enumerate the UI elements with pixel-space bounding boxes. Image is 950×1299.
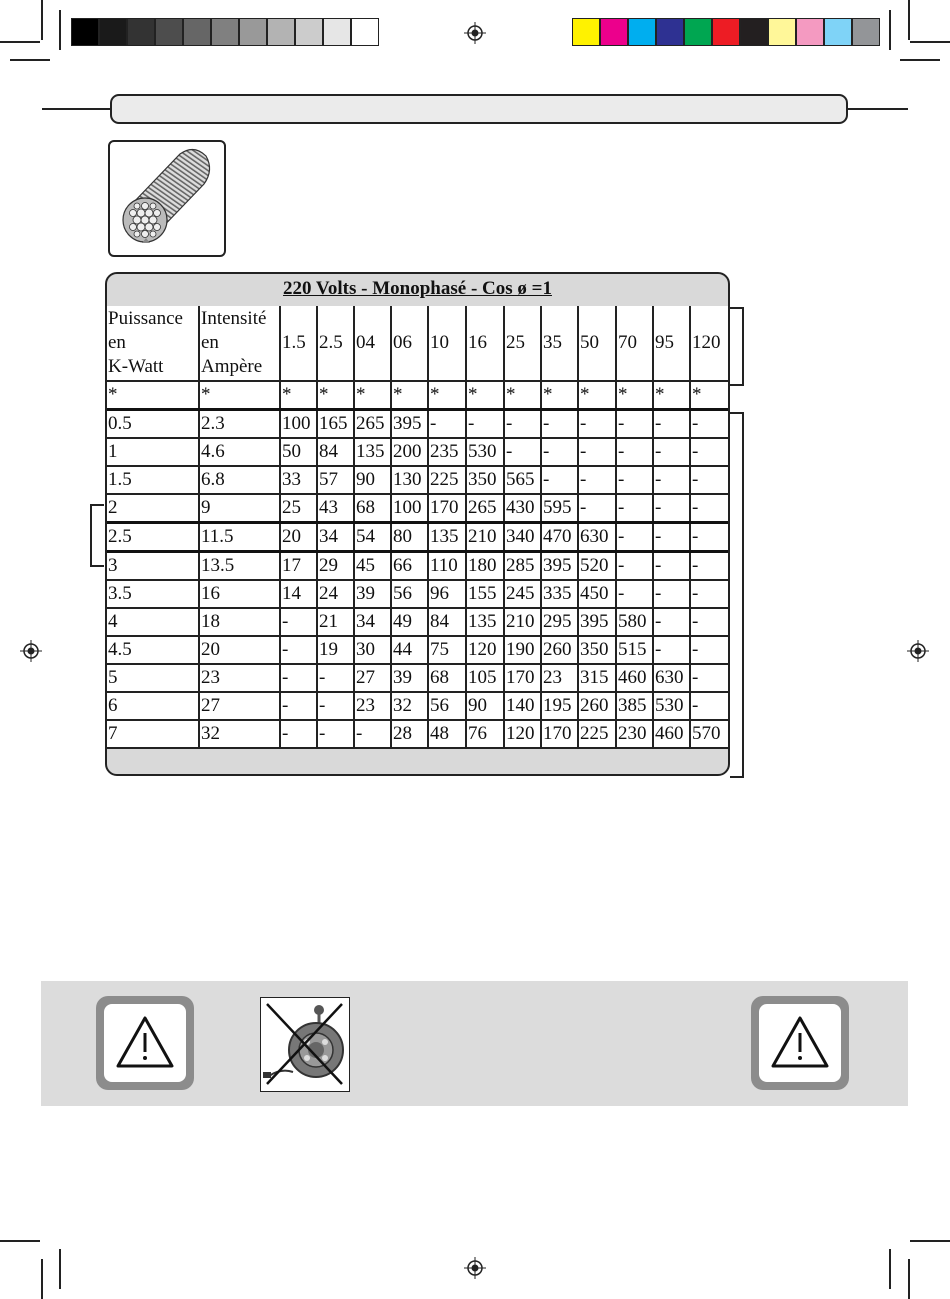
table-header-row xyxy=(107,306,729,381)
table-row xyxy=(107,466,729,494)
table-cell: 2.3 xyxy=(199,410,280,439)
table-cell: 17 xyxy=(280,552,317,581)
table-cell: - xyxy=(690,580,729,608)
table-cell: - xyxy=(653,608,690,636)
color-swatch xyxy=(684,18,712,46)
table-row xyxy=(107,410,729,439)
table-cell: - xyxy=(616,494,653,523)
table-row xyxy=(107,692,729,720)
table-cell: 0.5 xyxy=(107,410,199,439)
table-row xyxy=(107,494,729,523)
table-cell: 580 xyxy=(616,608,653,636)
table-cell: - xyxy=(616,466,653,494)
table-cell: - xyxy=(504,410,541,439)
table-cell: 56 xyxy=(428,692,466,720)
table-cell: - xyxy=(690,494,729,523)
gray-swatch xyxy=(99,18,127,46)
rows-highlight-bracket xyxy=(90,504,104,567)
table-row xyxy=(107,664,729,692)
table-cell: - xyxy=(280,720,317,748)
table-cell: 1.5 xyxy=(107,466,199,494)
header-line: K-Watt xyxy=(108,356,164,377)
table-row xyxy=(107,608,729,636)
table-cell: 48 xyxy=(428,720,466,748)
crop-mark xyxy=(889,10,891,50)
header-rule xyxy=(846,108,908,110)
section-header: 120 xyxy=(690,306,729,381)
table-cell: 430 xyxy=(504,494,541,523)
table-cell: 66 xyxy=(391,552,428,581)
registration-target-icon xyxy=(20,640,42,662)
table-cell: 530 xyxy=(653,692,690,720)
table-cell: 515 xyxy=(616,636,653,664)
table-cell: - xyxy=(280,608,317,636)
table-cell: 630 xyxy=(578,523,616,552)
table-cell: - xyxy=(317,692,354,720)
table-cell: 460 xyxy=(653,720,690,748)
color-swatch xyxy=(628,18,656,46)
gray-swatch xyxy=(211,18,239,46)
color-swatch xyxy=(712,18,740,46)
no-coiled-reel-sign xyxy=(260,997,350,1092)
table-cell: 195 xyxy=(541,692,578,720)
table-cell: 190 xyxy=(504,636,541,664)
gray-swatch xyxy=(323,18,351,46)
warning-sign-left xyxy=(96,996,194,1090)
table-cell: 44 xyxy=(391,636,428,664)
table-cell: 120 xyxy=(466,636,504,664)
table-title: 220 Volts - Monophasé - Cos ø =1 xyxy=(283,278,552,299)
power-header xyxy=(107,306,199,381)
table-cell: 285 xyxy=(504,552,541,581)
table-cell: 460 xyxy=(616,664,653,692)
table-cell: - xyxy=(504,438,541,466)
table-cell: - xyxy=(653,580,690,608)
table-cell: - xyxy=(578,466,616,494)
table-cell: 25 xyxy=(280,494,317,523)
table-cell: 520 xyxy=(578,552,616,581)
table-cell: 225 xyxy=(428,466,466,494)
table-cell: 395 xyxy=(578,608,616,636)
section-header: 1.5 xyxy=(280,306,317,381)
table-cell: - xyxy=(354,720,391,748)
header-line: Puissance xyxy=(108,308,183,329)
table-cell: 135 xyxy=(354,438,391,466)
table-cell: 90 xyxy=(354,466,391,494)
table-cell: * xyxy=(616,381,653,410)
table-cell: 23 xyxy=(199,664,280,692)
table-cell: 11.5 xyxy=(199,523,280,552)
registration-target-icon xyxy=(907,640,929,662)
color-swatch xyxy=(852,18,880,46)
table-cell: 260 xyxy=(578,692,616,720)
table-cell: 39 xyxy=(391,664,428,692)
table-cell: 18 xyxy=(199,608,280,636)
table-cell: - xyxy=(690,552,729,581)
table-cell: 32 xyxy=(199,720,280,748)
table-row xyxy=(107,552,729,581)
table-cell: - xyxy=(317,720,354,748)
section-header: 06 xyxy=(391,306,428,381)
section-header: 16 xyxy=(466,306,504,381)
section-header: 50 xyxy=(578,306,616,381)
table-row xyxy=(107,438,729,466)
table-cell: 165 xyxy=(317,410,354,439)
table-cell: - xyxy=(578,438,616,466)
table-cell: 170 xyxy=(428,494,466,523)
table-cell: 76 xyxy=(466,720,504,748)
table-cell: - xyxy=(653,636,690,664)
gray-swatch xyxy=(127,18,155,46)
table-cell: - xyxy=(690,466,729,494)
color-swatch xyxy=(600,18,628,46)
table-cell: - xyxy=(466,410,504,439)
table-cell: 235 xyxy=(428,438,466,466)
table-cell: 130 xyxy=(391,466,428,494)
color-swatch xyxy=(824,18,852,46)
table-cell: 100 xyxy=(280,410,317,439)
table-cell: 96 xyxy=(428,580,466,608)
table-cell: 4.6 xyxy=(199,438,280,466)
table-cell: 170 xyxy=(504,664,541,692)
table-cell: * xyxy=(107,381,199,410)
table-cell: * xyxy=(653,381,690,410)
table-cell: - xyxy=(616,523,653,552)
table-cell: 27 xyxy=(354,664,391,692)
crop-mark xyxy=(900,59,940,61)
crop-mark xyxy=(908,1259,910,1299)
table-cell: - xyxy=(690,438,729,466)
table-cell: 595 xyxy=(541,494,578,523)
table-cell: 6.8 xyxy=(199,466,280,494)
table-cell: 34 xyxy=(317,523,354,552)
table-cell: - xyxy=(653,438,690,466)
table-cell: - xyxy=(541,466,578,494)
table-cell: 7 xyxy=(107,720,199,748)
table-cell: 265 xyxy=(354,410,391,439)
crop-mark xyxy=(10,59,50,61)
table-cell: 20 xyxy=(280,523,317,552)
table-cell: 32 xyxy=(391,692,428,720)
color-swatch xyxy=(656,18,684,46)
table-cell: - xyxy=(690,692,729,720)
table-cell: - xyxy=(317,664,354,692)
table-cell: * xyxy=(541,381,578,410)
warning-sign-right xyxy=(751,996,849,1090)
table-cell: - xyxy=(616,438,653,466)
gray-swatch xyxy=(351,18,379,46)
table-cell: 180 xyxy=(466,552,504,581)
cable-section-table xyxy=(107,306,729,749)
table-cell: 450 xyxy=(578,580,616,608)
table-cell: 120 xyxy=(504,720,541,748)
color-swatch xyxy=(740,18,768,46)
table-cell: 54 xyxy=(354,523,391,552)
table-cell: 68 xyxy=(428,664,466,692)
section-header: 04 xyxy=(354,306,391,381)
table-cell: 3 xyxy=(107,552,199,581)
table-cell: - xyxy=(653,466,690,494)
table-row xyxy=(107,580,729,608)
registration-target-icon xyxy=(464,22,486,44)
section-header-bar xyxy=(110,94,848,124)
table-cell: 75 xyxy=(428,636,466,664)
table-cell: - xyxy=(280,692,317,720)
table-cell: 570 xyxy=(690,720,729,748)
table-cell: - xyxy=(690,523,729,552)
section-header: 25 xyxy=(504,306,541,381)
table-cell: 295 xyxy=(541,608,578,636)
table-row xyxy=(107,720,729,748)
crop-mark xyxy=(908,0,910,40)
table-cell: 84 xyxy=(317,438,354,466)
table-cell: - xyxy=(653,552,690,581)
crop-mark xyxy=(0,41,40,43)
table-cell: * xyxy=(391,381,428,410)
table-cell: 14 xyxy=(280,580,317,608)
section-header: 10 xyxy=(428,306,466,381)
table-cell: 315 xyxy=(578,664,616,692)
table-cell: - xyxy=(280,664,317,692)
gray-swatch xyxy=(183,18,211,46)
table-cell: 230 xyxy=(616,720,653,748)
table-cell: 50 xyxy=(280,438,317,466)
header-line: en xyxy=(201,332,219,353)
data-rows-bracket xyxy=(730,412,744,778)
table-cell: - xyxy=(616,580,653,608)
header-rule xyxy=(42,108,112,110)
table-cell: 68 xyxy=(354,494,391,523)
table-cell: - xyxy=(690,410,729,439)
table-cell: 39 xyxy=(354,580,391,608)
table-cell: 395 xyxy=(391,410,428,439)
table-cell: 4 xyxy=(107,608,199,636)
cable-section-table-panel xyxy=(105,272,730,776)
table-cell: * xyxy=(199,381,280,410)
table-cell: 23 xyxy=(354,692,391,720)
table-cell: 155 xyxy=(466,580,504,608)
section-header: 70 xyxy=(616,306,653,381)
table-cell: 260 xyxy=(541,636,578,664)
crop-mark xyxy=(889,1249,891,1289)
table-cell: 57 xyxy=(317,466,354,494)
table-row xyxy=(107,636,729,664)
table-cell: - xyxy=(690,608,729,636)
section-header: 35 xyxy=(541,306,578,381)
table-cell: * xyxy=(690,381,729,410)
table-cell: - xyxy=(616,410,653,439)
gray-swatch xyxy=(267,18,295,46)
no-coiled-reel-icon xyxy=(261,998,348,1090)
color-swatch xyxy=(768,18,796,46)
table-cell: 200 xyxy=(391,438,428,466)
registration-target-icon xyxy=(464,1257,486,1279)
table-cell: 5 xyxy=(107,664,199,692)
warning-triangle-icon xyxy=(759,1004,841,1082)
table-cell: 170 xyxy=(541,720,578,748)
crop-mark xyxy=(41,1259,43,1299)
table-cell: * xyxy=(466,381,504,410)
table-cell: 6 xyxy=(107,692,199,720)
table-cell: * xyxy=(280,381,317,410)
table-cell: 28 xyxy=(391,720,428,748)
table-cell: 630 xyxy=(653,664,690,692)
table-cell: 135 xyxy=(466,608,504,636)
table-cell: 225 xyxy=(578,720,616,748)
table-cell: * xyxy=(317,381,354,410)
table-cell: 2.5 xyxy=(107,523,199,552)
table-cell: 140 xyxy=(504,692,541,720)
section-header: 2.5 xyxy=(317,306,354,381)
header-line: Ampère xyxy=(201,356,263,377)
table-cell: 470 xyxy=(541,523,578,552)
table-cell: 84 xyxy=(428,608,466,636)
table-cell: 45 xyxy=(354,552,391,581)
table-cell: 90 xyxy=(466,692,504,720)
table-cell: - xyxy=(578,494,616,523)
table-cell: - xyxy=(653,523,690,552)
table-cell: 29 xyxy=(317,552,354,581)
gray-swatch xyxy=(239,18,267,46)
table-cell: 27 xyxy=(199,692,280,720)
crop-mark xyxy=(0,1240,40,1242)
table-cell: - xyxy=(578,410,616,439)
color-swatch xyxy=(796,18,824,46)
table-cell: 100 xyxy=(391,494,428,523)
header-line: en xyxy=(108,332,126,353)
table-cell: 9 xyxy=(199,494,280,523)
table-cell: - xyxy=(541,438,578,466)
table-cell: 30 xyxy=(354,636,391,664)
color-swatch xyxy=(572,18,600,46)
gray-swatch xyxy=(295,18,323,46)
crop-mark xyxy=(41,0,43,40)
table-cell: 335 xyxy=(541,580,578,608)
table-cell: 2 xyxy=(107,494,199,523)
crop-mark xyxy=(59,10,61,50)
table-cell: 135 xyxy=(428,523,466,552)
section-header: 95 xyxy=(653,306,690,381)
crop-mark xyxy=(59,1249,61,1289)
table-cell: 265 xyxy=(466,494,504,523)
table-cell: 43 xyxy=(317,494,354,523)
table-cell: * xyxy=(504,381,541,410)
table-cell: 530 xyxy=(466,438,504,466)
table-cell: - xyxy=(690,636,729,664)
table-cell: 350 xyxy=(578,636,616,664)
cable-bundle-icon xyxy=(110,142,224,255)
header-bracket xyxy=(730,307,744,386)
table-cell: 16 xyxy=(199,580,280,608)
table-cell: 56 xyxy=(391,580,428,608)
table-cell: 33 xyxy=(280,466,317,494)
table-cell: 19 xyxy=(317,636,354,664)
table-cell: - xyxy=(653,494,690,523)
table-cell: - xyxy=(541,410,578,439)
table-cell: 210 xyxy=(504,608,541,636)
warning-triangle-icon xyxy=(104,1004,186,1082)
table-cell: 4.5 xyxy=(107,636,199,664)
table-cell: 13.5 xyxy=(199,552,280,581)
header-line: Intensité xyxy=(201,308,267,329)
table-cell: 385 xyxy=(616,692,653,720)
table-cell: 210 xyxy=(466,523,504,552)
gray-swatch xyxy=(71,18,99,46)
table-cell: * xyxy=(578,381,616,410)
table-cell: * xyxy=(428,381,466,410)
table-cell: 105 xyxy=(466,664,504,692)
table-cell: - xyxy=(690,664,729,692)
crop-mark xyxy=(910,41,950,43)
table-cell: 21 xyxy=(317,608,354,636)
table-cell: * xyxy=(354,381,391,410)
table-cell: 565 xyxy=(504,466,541,494)
marker-row xyxy=(107,381,729,410)
table-cell: 1 xyxy=(107,438,199,466)
table-cell: 3.5 xyxy=(107,580,199,608)
table-cell: 49 xyxy=(391,608,428,636)
table-cell: - xyxy=(616,552,653,581)
table-cell: 340 xyxy=(504,523,541,552)
crop-mark xyxy=(910,1240,950,1242)
table-cell: - xyxy=(428,410,466,439)
gray-swatch xyxy=(155,18,183,46)
table-cell: - xyxy=(653,410,690,439)
table-cell: 245 xyxy=(504,580,541,608)
table-cell: 34 xyxy=(354,608,391,636)
table-row xyxy=(107,523,729,552)
table-cell: 350 xyxy=(466,466,504,494)
table-cell: - xyxy=(280,636,317,664)
table-cell: 110 xyxy=(428,552,466,581)
table-cell: 24 xyxy=(317,580,354,608)
table-cell: 80 xyxy=(391,523,428,552)
table-cell: 20 xyxy=(199,636,280,664)
cable-icon-box xyxy=(108,140,226,257)
table-cell: 23 xyxy=(541,664,578,692)
current-header xyxy=(199,306,280,381)
table-cell: 395 xyxy=(541,552,578,581)
